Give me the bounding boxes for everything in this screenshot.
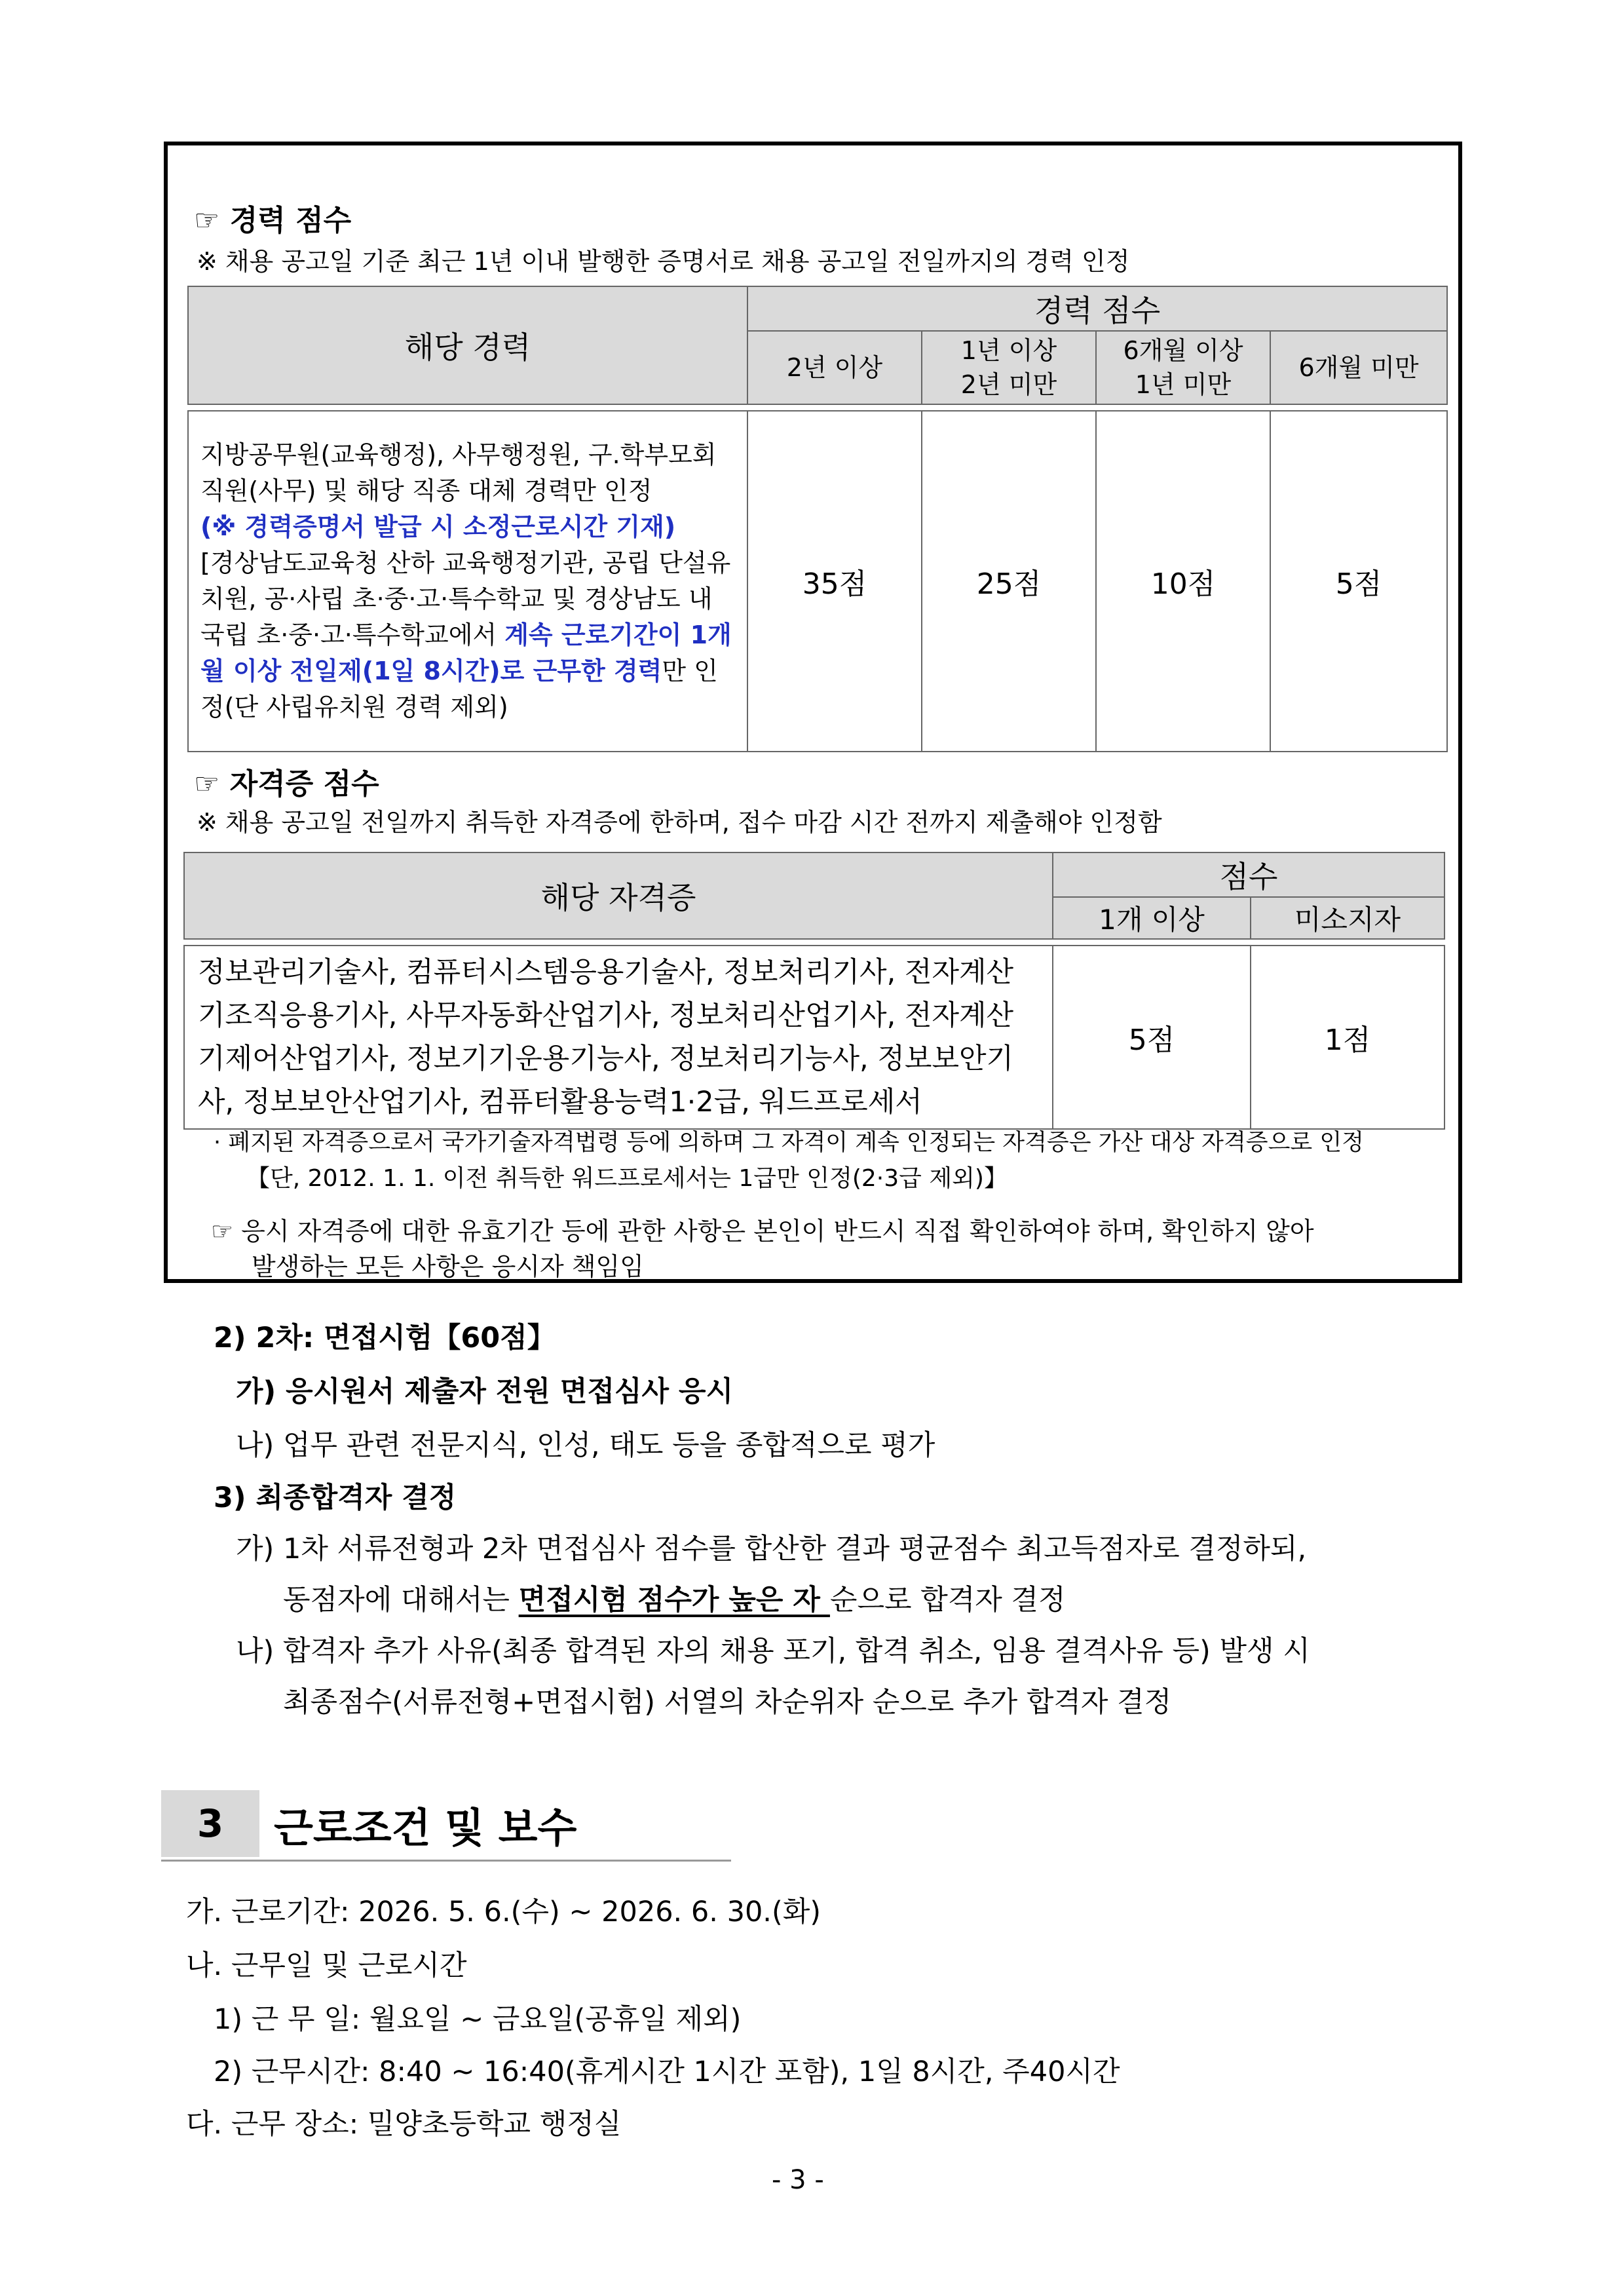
career-score: 5점 <box>1270 411 1447 752</box>
stage2-item: 가) 응시원서 제출자 전원 면접심사 응시 <box>236 1375 734 1408</box>
career-description: 지방공무원(교육행정), 사무행정원, 구.학부모회직원(사무) 및 해당 직종 대체 경력만 인정 (※ 경력증명서 발급 시 소정근로시간 기재) [경상남도교육청 산하 교육행정기관, 공립 단설유치원, 공·사립 초·중·고·특수학교 및 경상남도 내 국립 초·중·고·특수학교에서 계속 근로기간이 1개월 이상 전일제(1일 8시간)로 근무한 경력만 인정(단 사립유치원 경력 제외) <box>188 411 747 752</box>
career-subcol: 2년 이상 <box>747 331 922 404</box>
career-score: 10점 <box>1096 411 1270 752</box>
work-period: 가. 근로기간: 2026. 5. 6.(수) ~ 2026. 6. 30.(화) <box>186 1896 821 1928</box>
career-col-field: 해당 경력 <box>188 286 747 404</box>
worktime: 2) 근무시간: 8:40 ~ 16:40(휴게시간 1시간 포함), 1일 8시간, 주40시간 <box>214 2056 1120 2088</box>
cert-note: ※ 채용 공고일 전일까지 취득한 자격증에 한하며, 접수 마감 시간 전까지 제출해야 인정함 <box>197 808 1162 837</box>
cert-score: 5점 <box>1053 946 1251 1129</box>
career-score: 35점 <box>747 411 922 752</box>
stage2-title: 2) 2차: 면접시험【60점】 <box>214 1322 556 1354</box>
career-heading: ☞ 경력 점수 <box>194 204 352 237</box>
page-number: - 3 - <box>772 2165 824 2195</box>
cert-description: 정보관리기술사, 컴퓨터시스템응용기술사, 정보처리기사, 전자계산기조직응용기사, 사무자동화산업기사, 정보처리산업기사, 전자계산기제어산업기사, 정보기기운용기능사, 정보처리기능사, 정보보안기사, 정보보안산업기사, 컴퓨터활용능력1·2급, 워드프로세서 <box>184 946 1053 1129</box>
cert-subcol: 미소지자 <box>1251 897 1445 939</box>
career-subcol: 6개월 미만 <box>1270 331 1447 404</box>
section-title: 근로조건 및 보수 <box>274 1804 577 1852</box>
final-item-cont: 최종점수(서류전형+면접시험) 서열의 차순위자 순으로 추가 합격자 결정 <box>283 1686 1172 1719</box>
career-subcol: 1년 이상 2년 미만 <box>922 331 1096 404</box>
cert-warning: 발생하는 모든 사항은 응시자 책임임 <box>252 1252 644 1281</box>
stage2-item: 나) 업무 관련 전문지식, 인성, 태도 등을 종합적으로 평가 <box>236 1429 935 1462</box>
workday-title: 나. 근무일 및 근로시간 <box>186 1949 467 1982</box>
cert-warning: ☞ 응시 자격증에 대한 유효기간 등에 관한 사항은 본인이 반드시 직접 확인하여야 하며, 확인하지 않아 <box>211 1217 1314 1246</box>
work-place: 다. 근무 장소: 밀양초등학교 행정실 <box>186 2108 622 2141</box>
cert-footnote: · 폐지된 자격증으로서 국가기술자격법령 등에 의하며 그 자격이 계속 인정되는 자격증은 가산 대상 자격증으로 인정 <box>214 1130 1364 1156</box>
career-note: ※ 채용 공고일 기준 최근 1년 이내 발행한 증명서로 채용 공고일 전일까지의 경력 인정 <box>197 247 1130 276</box>
cert-table <box>183 852 1445 1130</box>
final-item-cont: 동점자에 대해서는 면접시험 점수가 높은 자 순으로 합격자 결정 <box>283 1584 1066 1617</box>
final-item: 나) 합격자 추가 사유(최종 합격된 자의 채용 포기, 합격 취소, 임용 결격사유 등) 발생 시 <box>236 1635 1310 1668</box>
final-title: 3) 최종합격자 결정 <box>214 1482 457 1514</box>
cert-score: 1점 <box>1251 946 1445 1129</box>
career-score: 25점 <box>922 411 1096 752</box>
cert-col-field: 해당 자격증 <box>184 852 1053 939</box>
career-table <box>187 286 1448 752</box>
career-col-score: 경력 점수 <box>747 286 1447 331</box>
final-item: 가) 1차 서류전형과 2차 면접심사 점수를 합산한 결과 평균점수 최고득점자로 결정하되, <box>236 1533 1307 1565</box>
cert-subcol: 1개 이상 <box>1053 897 1251 939</box>
cert-footnote: 【단, 2012. 1. 1. 이전 취득한 워드프로세서는 1급만 인정(2·3급 제외)】 <box>246 1165 1008 1192</box>
workday: 1) 근 무 일: 월요일 ~ 금요일(공휴일 제외) <box>214 2003 742 2036</box>
career-subcol: 6개월 이상 1년 미만 <box>1096 331 1270 404</box>
section-number: 3 <box>161 1790 259 1857</box>
section-divider <box>161 1860 731 1862</box>
cert-heading: ☞ 자격증 점수 <box>194 767 379 801</box>
cert-col-score: 점수 <box>1053 852 1445 897</box>
